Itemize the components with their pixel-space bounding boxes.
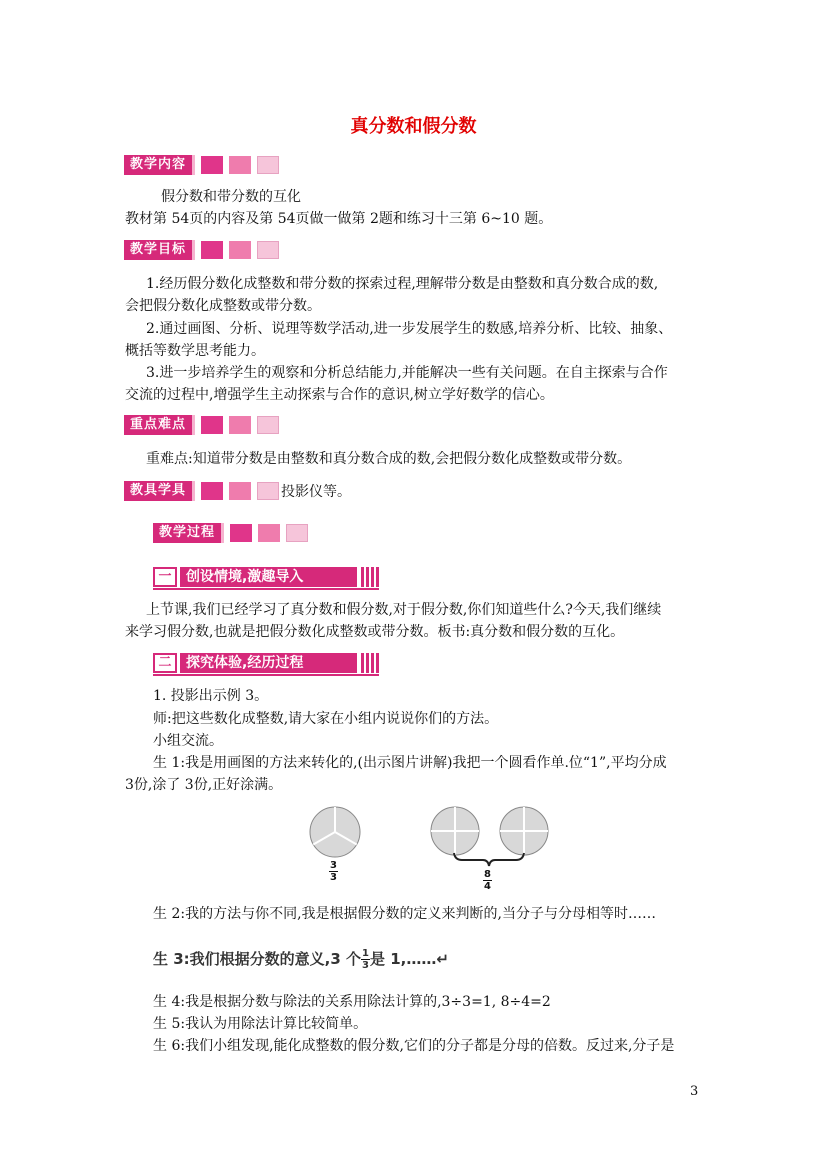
explore-line: 生 5:我认为用除法计算比较简单。 xyxy=(153,1016,368,1032)
goal-line: 概括等数学思考能力。 xyxy=(125,343,265,359)
section-tag: 教学过程 xyxy=(153,523,224,543)
denominator: 4 xyxy=(484,881,491,892)
explore-line-3 xyxy=(153,948,733,971)
fraction-3-3 xyxy=(329,860,338,883)
decor-square xyxy=(257,156,279,174)
decor-square xyxy=(286,524,308,542)
decor-square xyxy=(257,482,279,500)
decor-square xyxy=(229,241,251,259)
goal-line: 1.经历假分数化成整数和带分数的探索过程,理解带分数是由整数和真分数合成的数, xyxy=(146,276,659,292)
decor-square xyxy=(229,416,251,434)
content-line: 教材第 54页的内容及第 54页做一做第 2题和练习十三第 6~10 题。 xyxy=(125,211,553,227)
explore-line: 师:把这些数化成整数,请大家在小组内说说你们的方法。 xyxy=(153,711,499,727)
numerator: 3 xyxy=(330,860,337,871)
circle-fraction-figure xyxy=(300,800,560,895)
step-header-1 xyxy=(153,566,379,590)
explore-line: 生 4:我是根据分数与除法的关系用除法计算的,3÷3=1, 8÷4=2 xyxy=(153,994,551,1010)
section-header-goals xyxy=(124,239,279,261)
step-number: 二 xyxy=(153,653,177,673)
decor-square xyxy=(230,524,252,542)
page-number: 3 xyxy=(690,1084,699,1099)
decor-square xyxy=(257,416,279,434)
decor-square xyxy=(201,156,223,174)
step-label: 探究体验,经历过程 xyxy=(180,653,357,673)
tools-text: 投影仪等。 xyxy=(281,484,352,500)
decor-bars xyxy=(359,567,379,587)
goal-line: 2.通过画图、分析、说理等数学活动,进一步发展学生的数感,培养分析、比较、抽象、 xyxy=(146,321,673,337)
decor-square xyxy=(229,482,251,500)
text-segment: 生 3:我们根据分数的意义,3 个 xyxy=(153,950,362,968)
decor-square xyxy=(229,156,251,174)
numerator: 1 xyxy=(362,948,369,959)
decor-square xyxy=(201,416,223,434)
content-line: 假分数和带分数的互化 xyxy=(161,189,301,205)
step-number: 一 xyxy=(153,567,177,587)
section-header-process xyxy=(153,522,308,544)
decor-square xyxy=(201,241,223,259)
section-tag: 教学目标 xyxy=(124,240,195,260)
step-label: 创设情境,激趣导入 xyxy=(180,567,357,587)
goal-line: 交流的过程中,增强学生主动探索与合作的意识,树立学好数学的信心。 xyxy=(125,387,554,403)
intro-line: 上节课,我们已经学习了真分数和假分数,对于假分数,你们知道些什么?今天,我们继续 xyxy=(146,602,662,618)
explore-line: 小组交流。 xyxy=(153,733,223,749)
explore-line: 1. 投影出示例 3。 xyxy=(153,688,269,704)
circle-three-thirds xyxy=(310,807,360,857)
circle-quarters-2 xyxy=(500,807,548,855)
section-header-tools xyxy=(124,480,351,502)
section-header-content xyxy=(124,154,279,176)
section-tag: 教具学具 xyxy=(124,481,195,501)
denominator: 3 xyxy=(330,872,337,883)
page-title: 真分数和假分数 xyxy=(350,116,477,137)
key-points: 重难点:知道带分数是由整数和真分数合成的数,会把假分数化成整数或带分数。 xyxy=(146,451,632,467)
section-tag: 重点难点 xyxy=(124,415,195,435)
step-header-2 xyxy=(153,652,379,676)
explore-line: 生 1:我是用画图的方法来转化的,(出示图片讲解)我把一个圆看作单.位“1”,平均分成 xyxy=(153,755,667,771)
circle-quarters-1 xyxy=(431,807,479,855)
decor-square xyxy=(257,241,279,259)
denominator: 3 xyxy=(362,960,369,971)
intro-line: 来学习假分数,也就是把假分数化成整数或带分数。板书:真分数和假分数的互化。 xyxy=(125,624,625,640)
goal-line: 会把假分数化成整数或带分数。 xyxy=(125,298,321,314)
section-tag: 教学内容 xyxy=(124,155,195,175)
section-header-key xyxy=(124,414,279,436)
numerator: 8 xyxy=(484,869,491,880)
goal-line: 3.进一步培养学生的观察和分析总结能力,并能解决一些有关问题。在自主探索与合作 xyxy=(146,365,668,381)
text-segment: 是 1,……↵ xyxy=(370,950,449,968)
decor-bars xyxy=(359,653,379,673)
brace-icon xyxy=(454,853,524,866)
fraction-8-4 xyxy=(483,869,492,892)
decor-square xyxy=(258,524,280,542)
explore-line: 生 2:我的方法与你不同,我是根据假分数的定义来判断的,当分子与分母相等时…… xyxy=(153,906,656,922)
explore-line: 生 6:我们小组发现,能化成整数的假分数,它们的分子都是分母的倍数。反过来,分子是 xyxy=(153,1038,675,1054)
fraction-1-3 xyxy=(361,948,370,971)
explore-line: 3份,涂了 3份,正好涂满。 xyxy=(125,777,283,793)
decor-square xyxy=(201,482,223,500)
